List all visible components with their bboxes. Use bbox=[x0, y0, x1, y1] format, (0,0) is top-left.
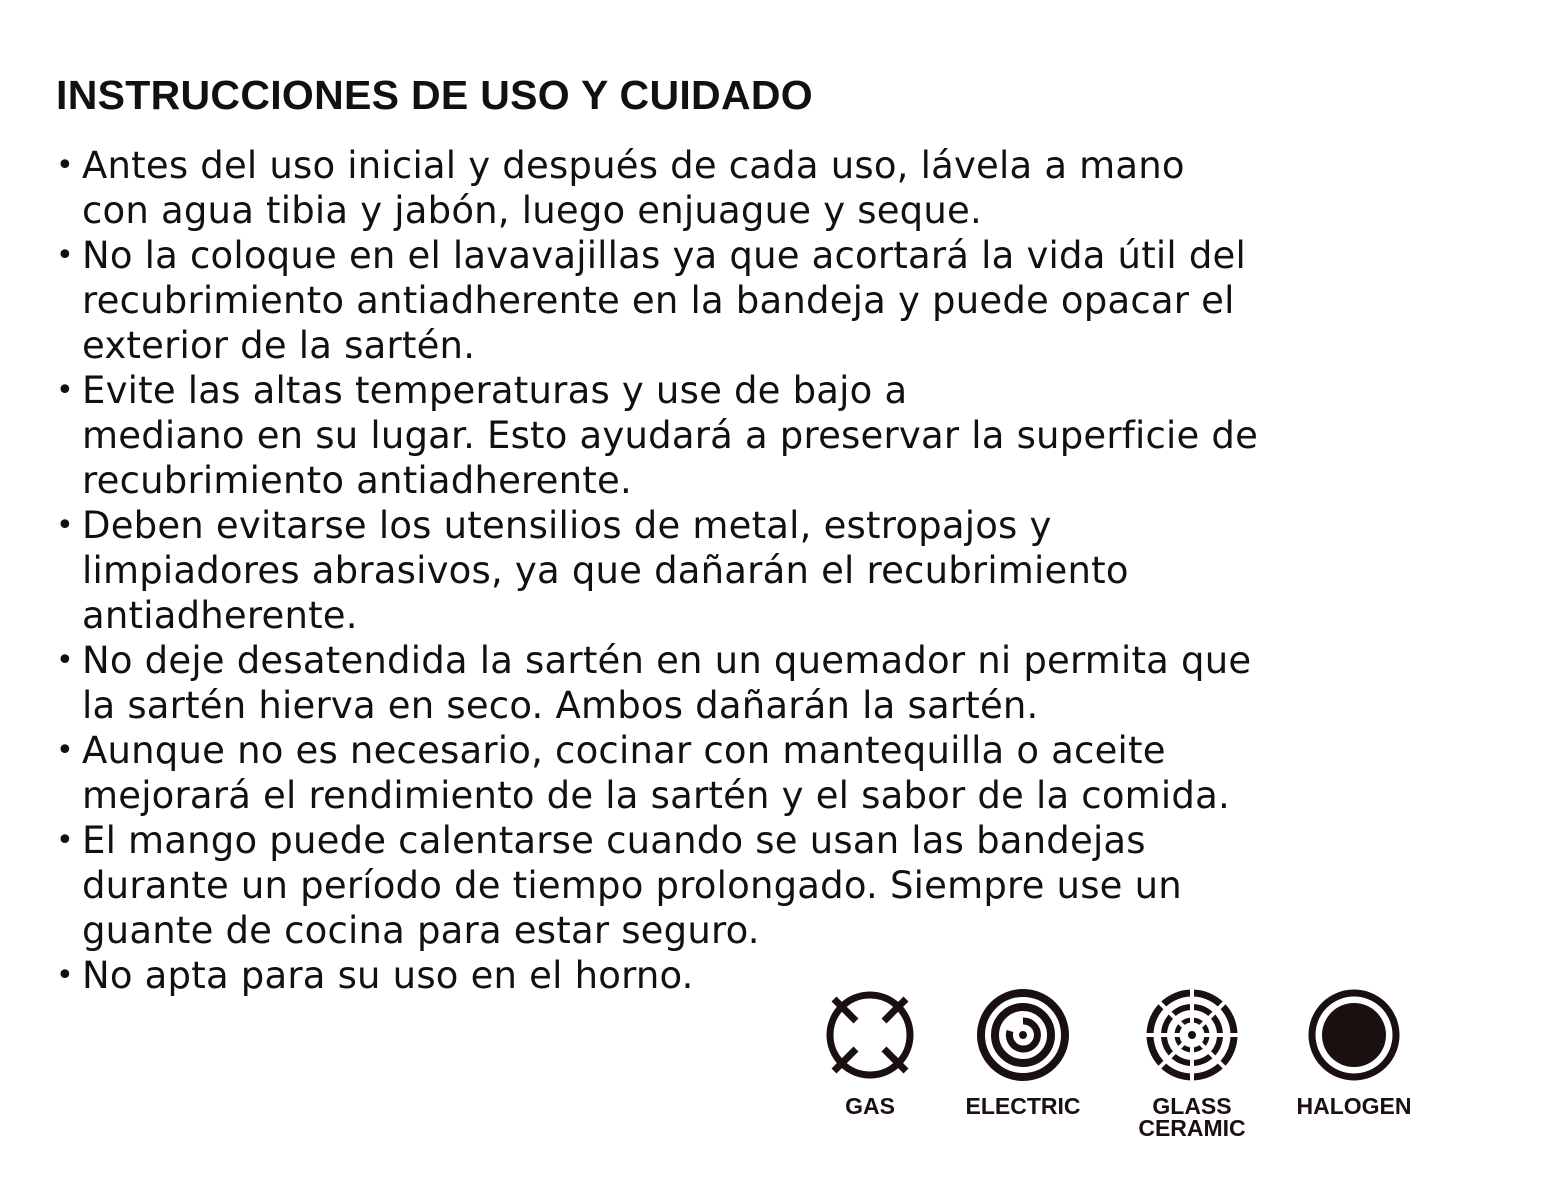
instruction-item bbox=[56, 728, 1356, 818]
instruction-line: durante un período de tiempo prolongado. Siempre use un bbox=[82, 864, 1182, 907]
bullet: • bbox=[56, 148, 74, 183]
instruction-line: mediano en su lugar. Esto ayudará a preservar la superficie de bbox=[82, 414, 1259, 457]
cooktop-gas bbox=[785, 985, 955, 1117]
instruction-item bbox=[56, 233, 1356, 368]
instruction-line: antiadherente. bbox=[82, 594, 358, 637]
cooktop-label: HALOGEN bbox=[1296, 1093, 1412, 1119]
instruction-line: Antes del uso inicial y después de cada uso, lávela a mano bbox=[82, 144, 1185, 187]
bullet: • bbox=[56, 733, 74, 768]
instruction-line: El mango puede calentarse cuando se usan las bandejas bbox=[82, 819, 1146, 862]
instruction-line: No deje desatendida la sartén en un quemador ni permita que bbox=[82, 639, 1252, 682]
cooktop-label: GAS bbox=[845, 1093, 895, 1119]
bullet: • bbox=[56, 508, 74, 543]
cooktop-electric bbox=[938, 985, 1108, 1117]
halogen-icon bbox=[1304, 985, 1404, 1085]
instruction-item bbox=[56, 503, 1356, 638]
bullet: • bbox=[56, 643, 74, 678]
bullet: • bbox=[56, 238, 74, 273]
instruction-line: mejorará el rendimiento de la sartén y el sabor de la comida. bbox=[82, 774, 1230, 817]
bullet: • bbox=[56, 373, 74, 408]
instruction-line: recubrimiento antiadherente. bbox=[82, 459, 632, 502]
instruction-item bbox=[56, 143, 1356, 233]
glass-ceramic-icon bbox=[1142, 985, 1242, 1085]
instruction-line: limpiadores abrasivos, ya que dañarán el recubrimiento bbox=[82, 549, 1129, 592]
instruction-line: Evite las altas temperaturas y use de bajo a bbox=[82, 369, 908, 412]
cooktop-halogen bbox=[1269, 985, 1439, 1117]
instruction-line: Deben evitarse los utensilios de metal, estropajos y bbox=[82, 504, 1052, 547]
instruction-line: exterior de la sartén. bbox=[82, 324, 476, 367]
instruction-line: con agua tibia y jabón, luego enjuague y seque. bbox=[82, 189, 982, 232]
instruction-line: la sartén hierva en seco. Ambos dañarán la sartén. bbox=[82, 684, 1039, 727]
cooktop-glass-ceramic bbox=[1107, 985, 1277, 1139]
instruction-line: guante de cocina para estar seguro. bbox=[82, 909, 760, 952]
page-title: INSTRUCCIONES DE USO Y CUIDADO bbox=[56, 72, 813, 118]
cooktop-label: GLASS bbox=[1152, 1093, 1232, 1119]
instruction-line: recubrimiento antiadherente en la bandeja y puede opacar el bbox=[82, 279, 1235, 322]
cooktop-label: ELECTRIC bbox=[965, 1093, 1081, 1119]
cooktop-label-line2: CERAMIC bbox=[1138, 1115, 1246, 1141]
instruction-item bbox=[56, 818, 1356, 953]
instruction-item bbox=[56, 368, 1356, 503]
electric-coil-icon bbox=[973, 985, 1073, 1085]
instructions-list bbox=[56, 143, 1356, 998]
instruction-line: No la coloque en el lavavajillas ya que acortará la vida útil del bbox=[82, 234, 1246, 277]
cooktop-compatibility bbox=[790, 985, 1490, 1165]
gas-burner-icon bbox=[820, 985, 920, 1085]
bullet: • bbox=[56, 958, 74, 993]
bullet: • bbox=[56, 823, 74, 858]
instruction-line: Aunque no es necesario, cocinar con mantequilla o aceite bbox=[82, 729, 1166, 772]
instruction-line: No apta para su uso en el horno. bbox=[82, 954, 694, 997]
instruction-item bbox=[56, 638, 1356, 728]
